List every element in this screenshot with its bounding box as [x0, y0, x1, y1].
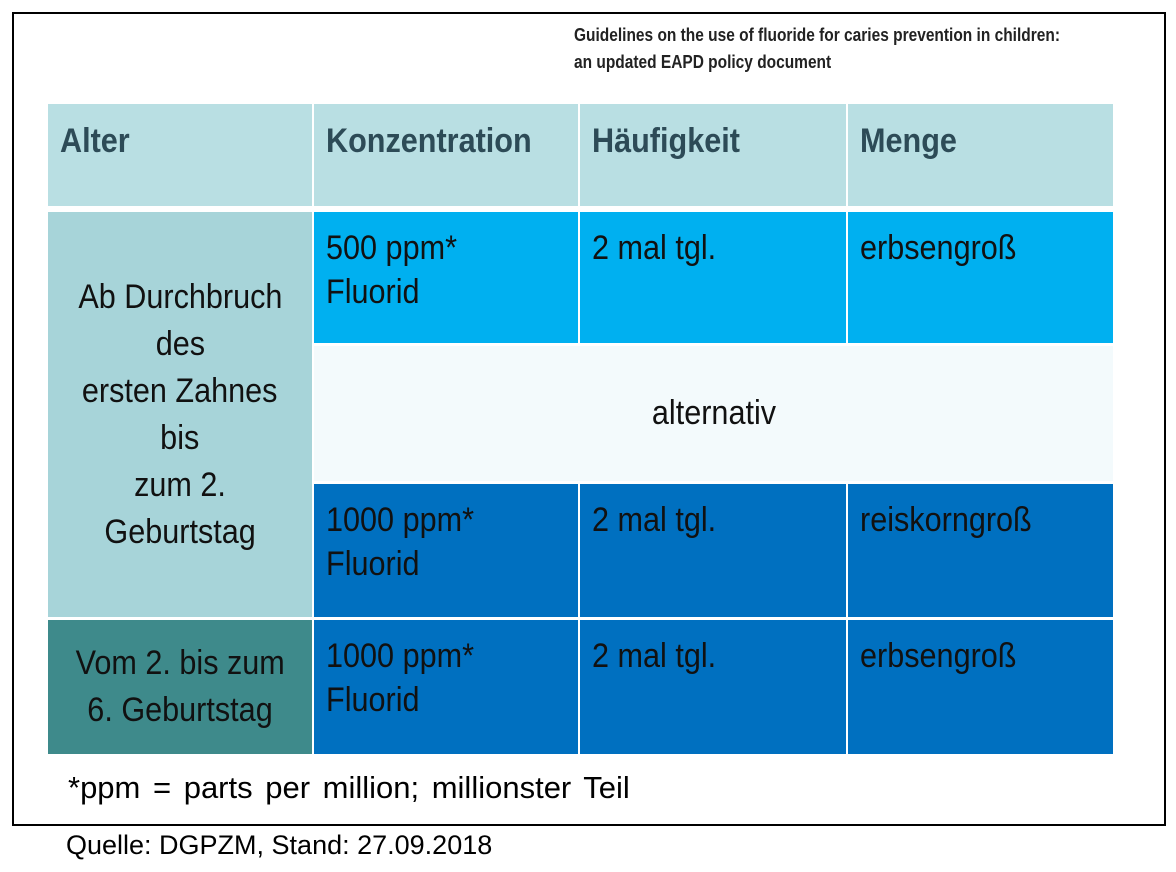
alternativ-separator: alternativ: [314, 346, 1113, 481]
age-group-1-line: bis: [160, 418, 200, 457]
age-group-1-cell: [48, 212, 312, 617]
age-group-2-cell: [48, 620, 312, 754]
age-group-1-line: Geburtstag: [104, 512, 256, 551]
age-group-2-menge: erbsengroß: [848, 620, 1113, 754]
age-group-1-line: zum 2.: [134, 465, 226, 504]
age-group-2-haeufigkeit: 2 mal tgl.: [580, 620, 846, 754]
age-group-2-konzentration: 1000 ppm* Fluorid: [314, 620, 578, 754]
header-konzentration: Konzentration: [314, 104, 578, 206]
option-a-konzentration: 500 ppm* Fluorid: [314, 212, 578, 343]
publication-title: [574, 22, 1060, 76]
age-group-2-line: 6. Geburtstag: [87, 691, 273, 729]
header-alter: Alter: [48, 104, 312, 206]
ppm-footnote: *ppm = parts per million; millionster Teil: [68, 770, 630, 805]
age-group-1-line: des: [155, 324, 205, 363]
header-haeufigkeit: Häufigkeit: [580, 104, 846, 206]
option-b-haeufigkeit: 2 mal tgl.: [580, 484, 846, 617]
header-menge: Menge: [848, 104, 1113, 206]
age-group-1-line: ersten Zahnes: [82, 371, 278, 410]
option-b-menge: reiskorngroß: [848, 484, 1113, 617]
publication-title-line-2: an updated EAPD policy document: [574, 52, 832, 72]
publication-title-line-1: Guidelines on the use of fluoride for caries prevention in children:: [574, 25, 1060, 45]
option-a-menge: erbsengroß: [848, 212, 1113, 343]
option-a-haeufigkeit: 2 mal tgl.: [580, 212, 846, 343]
option-b-konzentration: 1000 ppm* Fluorid: [314, 484, 578, 617]
age-group-2-line: Vom 2. bis zum: [75, 644, 285, 682]
age-group-1-line: Ab Durchbruch: [77, 277, 283, 316]
source-citation: Quelle: DGPZM, Stand: 27.09.2018: [66, 830, 493, 860]
